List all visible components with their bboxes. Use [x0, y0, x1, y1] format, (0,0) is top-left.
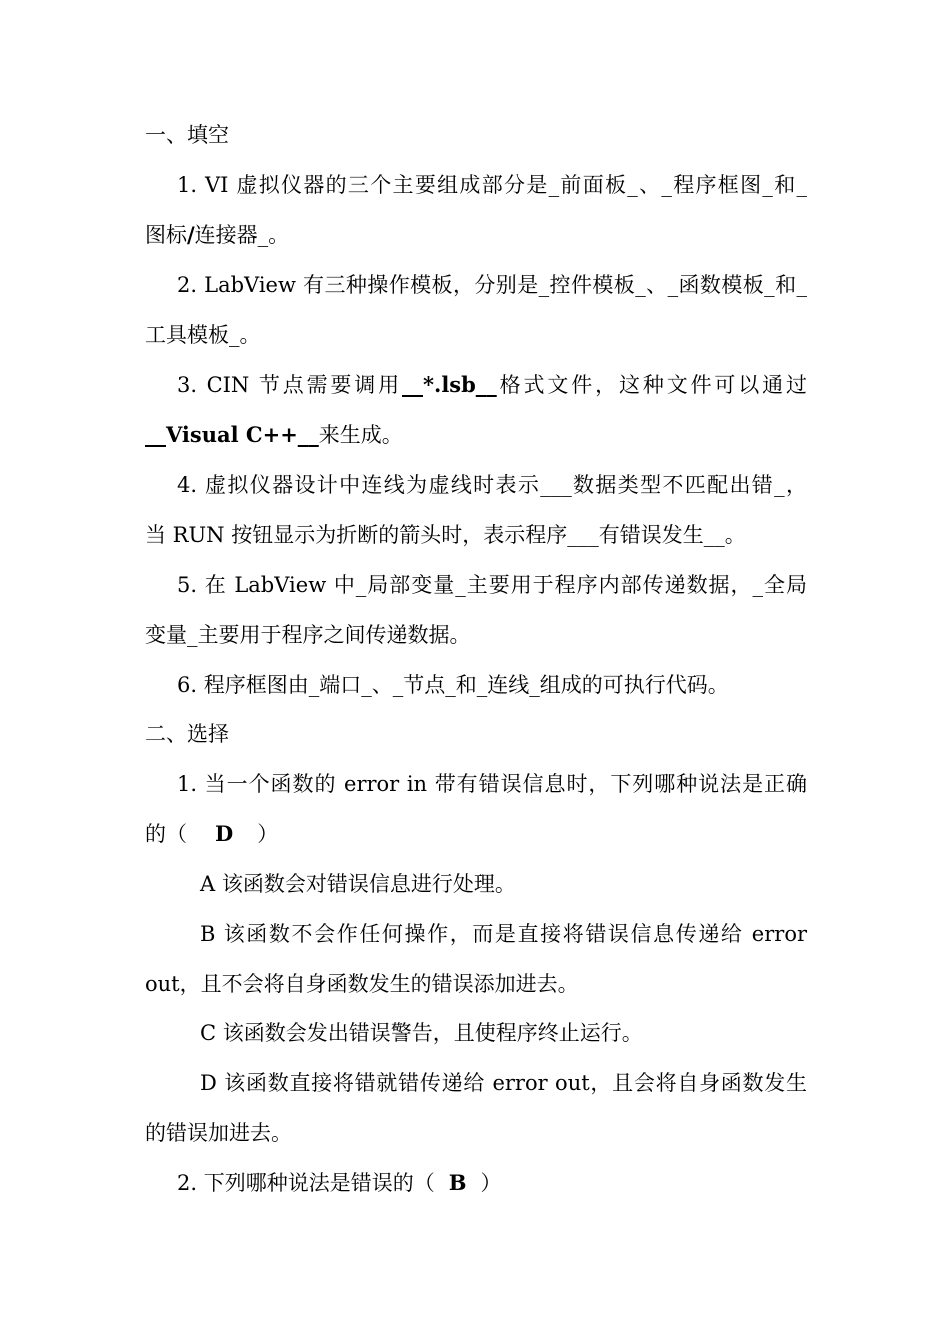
fill-question-2-line-1: 2. LabView 有三种操作模板，分别是_控件模板_、_函数模板_和_: [177, 273, 807, 297]
fill-question-1-text-end: 连接器_。: [194, 223, 290, 247]
section-title-fill-blank: 一、填空: [145, 123, 229, 147]
fill-question-3-line-1: [177, 370, 807, 400]
choice-option-c: C 该函数会发出错误警告，且使程序终止运行。: [200, 1021, 643, 1045]
choice-question-2-line-1: [177, 1168, 807, 1198]
choice-question-2-answer: B: [448, 1170, 467, 1195]
choice-question-1-text: 的（: [145, 822, 187, 846]
fill-question-3-answer-2: __Visual C++__: [145, 422, 319, 447]
fill-question-1-slash: /: [187, 222, 195, 247]
choice-question-1-close: ）: [257, 822, 279, 846]
fill-question-6-line-1: 6. 程序框图由_端口_、_节点_和_连线_组成的可执行代码。: [177, 673, 729, 697]
fill-question-3-text-2: 来生成。: [318, 423, 403, 447]
fill-question-3-text-end: 格式文件，这种文件可以通过: [496, 373, 808, 397]
fill-question-3-answer: __*.lsb__: [402, 372, 497, 397]
choice-option-d-line-2: 的错误加进去。: [145, 1121, 292, 1145]
choice-option-d-line-1: D 该函数直接将错就错传递给 error out，且会将自身函数发生: [200, 1071, 807, 1095]
fill-question-4-line-1: 4. 虚拟仪器设计中连线为虚线时表示___数据类型不匹配出错_，: [177, 473, 807, 497]
choice-option-b-line-2: out，且不会将自身函数发生的错误添加进去。: [145, 972, 579, 996]
choice-question-2-close: ）: [480, 1171, 502, 1195]
fill-question-1-text: 图标: [145, 223, 187, 247]
choice-option-b-line-1: B 该函数不会作任何操作，而是直接将错误信息传递给 error: [200, 922, 807, 946]
choice-question-1-line-2: [145, 819, 807, 849]
fill-question-1-line-2: [145, 220, 807, 250]
section-title-choice: 二、选择: [145, 722, 229, 746]
fill-question-1-line-1: 1. VI 虚拟仪器的三个主要组成部分是_前面板_、_程序框图_和_: [177, 173, 807, 197]
choice-question-1-line-1: 1. 当一个函数的 error in 带有错误信息时，下列哪种说法是正确: [177, 772, 807, 796]
choice-question-1-answer: D: [215, 821, 234, 846]
fill-question-3-line-2: [145, 420, 807, 450]
fill-question-3-text: 3. CIN 节点需要调用: [177, 373, 403, 397]
choice-option-a: A 该函数会对错误信息进行处理。: [200, 872, 516, 896]
fill-question-4-line-2: 当 RUN 按钮显示为折断的箭头时，表示程序___有错误发生__。: [145, 523, 746, 547]
fill-question-5-line-1: 5. 在 LabView 中_局部变量_主要用于程序内部传递数据，_全局: [177, 573, 807, 597]
fill-question-5-line-2: 变量_主要用于程序之间传递数据。: [145, 623, 471, 647]
choice-question-2-text: 2. 下列哪种说法是错误的（: [177, 1171, 435, 1195]
fill-question-2-line-2: 工具模板_。: [145, 323, 261, 347]
